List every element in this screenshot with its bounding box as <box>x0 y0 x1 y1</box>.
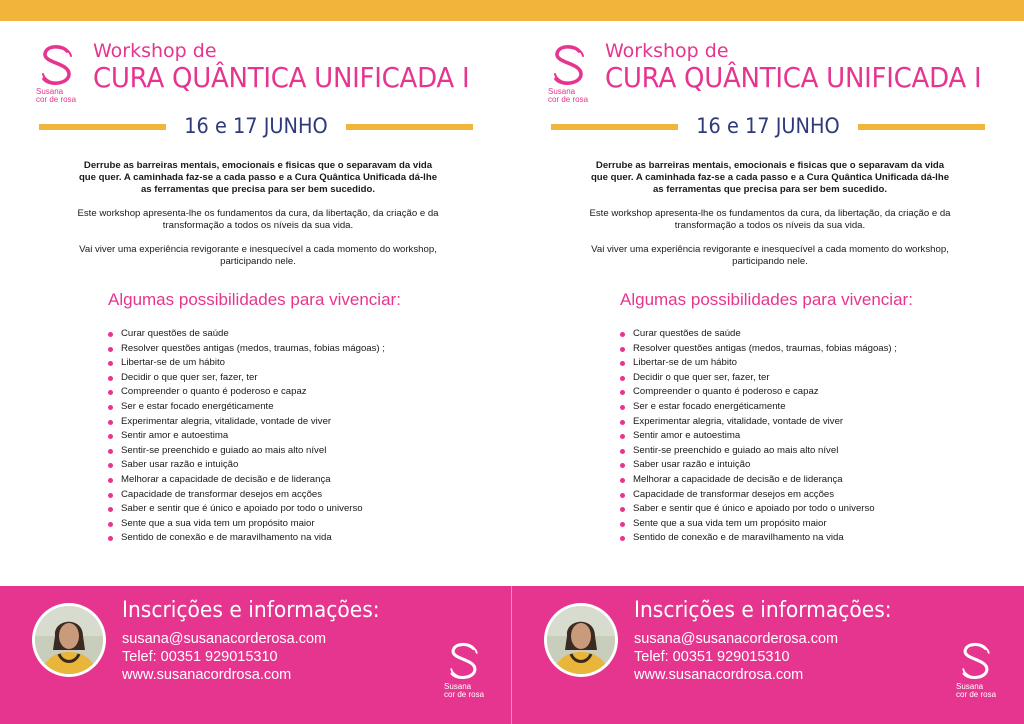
intro-text <box>62 160 454 280</box>
list-item: Curar questões de saúde <box>620 327 897 342</box>
logo-line2: cor de rosa <box>548 95 589 104</box>
contact-website[interactable]: www.susanacordrosa.com <box>634 667 804 683</box>
intro-paragraph-3 <box>574 244 966 268</box>
portrait-photo <box>547 606 615 674</box>
workshop-kicker: Workshop de <box>93 40 217 62</box>
top-yellow-bar <box>0 0 1024 21</box>
intro-line: participando nele. <box>732 256 808 267</box>
list-item: Saber usar razão e intuição <box>108 458 385 473</box>
list-item: Sentir-se preenchido e guiado ao mais alto nível <box>620 444 897 459</box>
avatar <box>544 603 618 677</box>
intro-line: que quer. A caminhada faz-se a cada passo e a Cura Quântica Unificada dá-lhe <box>590 172 950 183</box>
band-logo <box>956 641 1000 703</box>
portrait-photo <box>35 606 103 674</box>
date-rule-left <box>39 124 166 130</box>
contact-phone: Telef: 00351 929015310 <box>634 649 790 665</box>
date-rule-left <box>551 124 678 130</box>
intro-paragraph-3 <box>62 244 454 268</box>
list-item: Sente que a sua vida tem um propósito maior <box>108 517 385 532</box>
list-item: Sentir amor e autoestima <box>108 429 385 444</box>
intro-line: Vai viver uma experiência revigorante e inesquecível a cada momento do workshop, <box>79 244 437 255</box>
logo-text <box>956 683 1006 699</box>
logo-line1: Susana <box>36 87 64 96</box>
s-swirl-logo-icon <box>446 641 482 681</box>
list-item: Libertar-se de um hábito <box>108 356 385 371</box>
logo-line1: Susana <box>956 682 984 691</box>
logo-text <box>36 88 86 104</box>
s-swirl-logo-icon <box>38 43 76 87</box>
date-rule-right <box>858 124 985 130</box>
intro-line: transformação a todos os níveis da sua vida. <box>162 220 354 231</box>
intro-paragraph-2 <box>62 208 454 232</box>
contact-website[interactable]: www.susanacordrosa.com <box>122 667 292 683</box>
list-item: Compreender o quanto é poderoso e capaz <box>620 385 897 400</box>
intro-line: Derrube as barreiras mentais, emocionais e fisicas que o separavam da vida <box>595 160 945 171</box>
contact-band <box>512 586 1024 724</box>
list-item: Sentido de conexão e de maravilhamento na vida <box>620 531 897 546</box>
possibilities-list <box>620 327 897 546</box>
intro-paragraph-1 <box>62 160 454 196</box>
logo-text <box>444 683 494 699</box>
logo-line2: cor de rosa <box>36 95 77 104</box>
logo-line1: Susana <box>444 682 472 691</box>
list-item: Decidir o que quer ser, fazer, ter <box>620 371 897 386</box>
list-item: Sentir amor e autoestima <box>620 429 897 444</box>
logo-text <box>548 88 598 104</box>
intro-line: que quer. A caminhada faz-se a cada passo e a Cura Quântica Unificada dá-lhe <box>78 172 438 183</box>
possibilities-heading: Algumas possibilidades para vivenciar: <box>620 290 913 309</box>
list-item: Melhorar a capacidade de decisão e de liderança <box>620 473 897 488</box>
workshop-date: 16 e 17 JUNHO <box>184 114 328 138</box>
list-item: Curar questões de saúde <box>108 327 385 342</box>
workshop-title: CURA QUÂNTICA UNIFICADA I <box>605 61 982 94</box>
list-item: Saber e sentir que é único e apoiado por todo o universo <box>108 502 385 517</box>
possibilities-list <box>108 327 385 546</box>
brand-logo <box>36 43 80 107</box>
list-item: Compreender o quanto é poderoso e capaz <box>108 385 385 400</box>
workshop-title: CURA QUÂNTICA UNIFICADA I <box>93 61 470 94</box>
contact-band <box>0 586 512 724</box>
list-item: Saber usar razão e intuição <box>620 458 897 473</box>
intro-line: transformação a todos os níveis da sua vida. <box>674 220 866 231</box>
brand-logo <box>548 43 592 107</box>
s-swirl-logo-icon <box>958 641 994 681</box>
logo-line2: cor de rosa <box>956 690 997 699</box>
workshop-kicker: Workshop de <box>605 40 729 62</box>
workshop-date: 16 e 17 JUNHO <box>696 114 840 138</box>
intro-line: as ferramentas que precisa para ser bem sucedido. <box>652 184 888 195</box>
intro-line: Derrube as barreiras mentais, emocionais e fisicas que o separavam da vida <box>83 160 433 171</box>
intro-line: Este workshop apresenta-lhe os fundamentos da cura, da libertação, da criação e da <box>77 208 439 219</box>
list-item: Saber e sentir que é único e apoiado por todo o universo <box>620 502 897 517</box>
possibilities-heading: Algumas possibilidades para vivenciar: <box>108 290 401 309</box>
list-item: Ser e estar focado energéticamente <box>620 400 897 415</box>
logo-line2: cor de rosa <box>444 690 485 699</box>
contact-heading: Inscrições e informações: <box>634 598 892 623</box>
list-item: Sentido de conexão e de maravilhamento na vida <box>108 531 385 546</box>
s-swirl-logo-icon <box>550 43 588 87</box>
list-item: Sente que a sua vida tem um propósito maior <box>620 517 897 532</box>
list-item: Experimentar alegria, vitalidade, vontade de viver <box>620 415 897 430</box>
flyer-right <box>512 21 1024 724</box>
list-item: Libertar-se de um hábito <box>620 356 897 371</box>
date-rule-right <box>346 124 473 130</box>
logo-line1: Susana <box>548 87 576 96</box>
flyer-left <box>0 21 512 724</box>
intro-paragraph-2 <box>574 208 966 232</box>
intro-line: as ferramentas que precisa para ser bem sucedido. <box>140 184 376 195</box>
contact-email[interactable]: susana@susanacorderosa.com <box>122 631 327 647</box>
band-logo <box>444 641 488 703</box>
contact-phone: Telef: 00351 929015310 <box>122 649 278 665</box>
avatar <box>32 603 106 677</box>
contact-heading: Inscrições e informações: <box>122 598 380 623</box>
contact-email[interactable]: susana@susanacorderosa.com <box>634 631 839 647</box>
list-item: Resolver questões antigas (medos, traumas, fobias mágoas) ; <box>620 342 897 357</box>
list-item: Resolver questões antigas (medos, traumas, fobias mágoas) ; <box>108 342 385 357</box>
intro-line: participando nele. <box>220 256 296 267</box>
intro-paragraph-1 <box>574 160 966 196</box>
intro-text <box>574 160 966 280</box>
intro-line: Vai viver uma experiência revigorante e inesquecível a cada momento do workshop, <box>591 244 949 255</box>
intro-line: Este workshop apresenta-lhe os fundamentos da cura, da libertação, da criação e da <box>589 208 951 219</box>
list-item: Decidir o que quer ser, fazer, ter <box>108 371 385 386</box>
list-item: Sentir-se preenchido e guiado ao mais alto nível <box>108 444 385 459</box>
list-item: Capacidade de transformar desejos em acções <box>620 488 897 503</box>
list-item: Melhorar a capacidade de decisão e de liderança <box>108 473 385 488</box>
list-item: Ser e estar focado energéticamente <box>108 400 385 415</box>
list-item: Capacidade de transformar desejos em acções <box>108 488 385 503</box>
list-item: Experimentar alegria, vitalidade, vontade de viver <box>108 415 385 430</box>
